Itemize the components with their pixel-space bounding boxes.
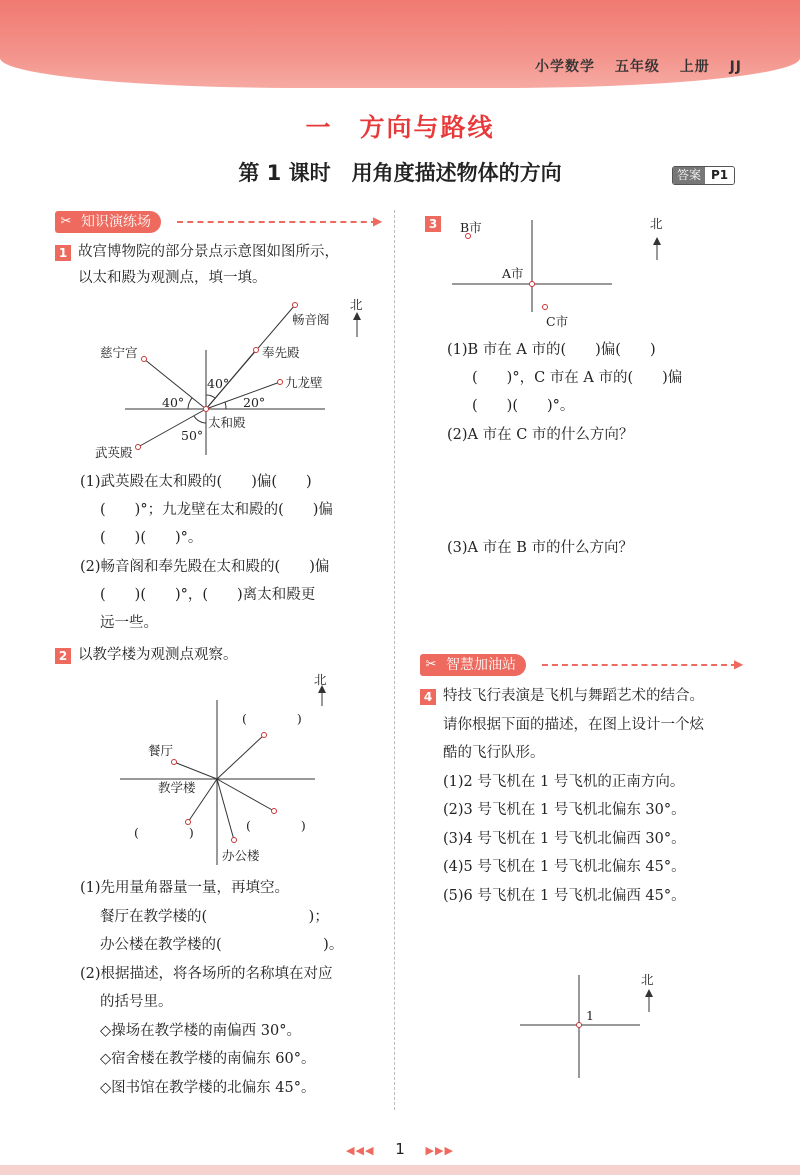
section-header-challenge: [420, 654, 750, 676]
q4-stem-line: 酷的飞行队形。: [443, 745, 545, 761]
q2-sub-line: 办公楼在教学楼的( )。: [100, 937, 344, 953]
q1-stem-line-2: 以太和殿为观测点，填一填。: [78, 270, 267, 286]
q4-item: (1)2 号飞机在 1 号飞机的正南方向。: [443, 774, 685, 790]
answer-reference[interactable]: [672, 166, 735, 185]
q2-point-office: [232, 838, 237, 843]
q4-item: (3)4 号飞机在 1 号飞机北偏西 30°。: [443, 831, 686, 847]
answer-page: P1: [705, 167, 734, 184]
q2-ray-office: [217, 779, 234, 840]
q4-plane-1-point: [577, 1023, 582, 1028]
q3-label-c: C市: [546, 314, 569, 329]
q1-label-changyinge: 畅音阁: [292, 312, 330, 327]
q2-sub-line: (1)先用量角器量一量，再填空。: [80, 880, 290, 896]
q1-point-fengxiandian: [254, 348, 259, 353]
q1-direction-diagram: [80, 295, 380, 465]
q1-point-changyinge: [293, 303, 298, 308]
q4-item: (5)6 号飞机在 1 号飞机北偏西 45°。: [443, 888, 686, 904]
arrow-icon: ▶: [373, 214, 383, 228]
section-title-practice: 知识演练场: [55, 211, 161, 233]
q3-label-a: A市: [502, 266, 524, 281]
q2-sub-line: ◇宿舍楼在教学楼的南偏东 60°。: [100, 1051, 316, 1067]
question-number-3: 3: [425, 216, 441, 232]
q2-direction-diagram: [110, 670, 340, 870]
arrow-icon: ▶: [734, 657, 744, 671]
q2-ray-canteen: [174, 762, 217, 779]
q3-sub-line: ( )( )°。: [472, 398, 575, 414]
q4-item: (4)5 号飞机在 1 号飞机北偏东 45°。: [443, 859, 686, 875]
north-arrow-icon: [353, 312, 361, 320]
series-volume: 上册: [679, 59, 710, 75]
q3-direction-diagram: [450, 212, 680, 332]
q1-point-jiulongbi: [278, 380, 283, 385]
q1-point-cininggong: [142, 357, 147, 362]
q2-sub-line: 的括号里。: [100, 994, 173, 1010]
q3-sub-line: (2)A 市在 C 市的什么方向？: [447, 427, 634, 443]
q2-sub-line: (2)根据描述，将各场所的名称填在对应: [80, 966, 333, 982]
q1-stem-line-1: 故宫博物院的部分景点示意图如图所示，: [78, 244, 339, 260]
q1-label-wuyingdian: 武英殿: [95, 445, 133, 460]
q2-blank[interactable]: ( ): [134, 825, 194, 840]
q1-sub-line: ( )( )°。: [100, 530, 203, 546]
q1-angle-arc: [194, 416, 206, 423]
q3-sub-line: ( )°，C 市在 A 市的( )偏: [472, 370, 683, 386]
q2-label-center: 教学楼: [158, 780, 196, 795]
q1-angle-arc: [206, 395, 215, 398]
q4-north-label: 北: [641, 972, 654, 987]
series-grade: 五年级: [614, 59, 660, 75]
q4-stem-line: 请你根据下面的描述，在图上设计一个炫: [443, 717, 704, 733]
q1-angle-arc: [188, 398, 192, 409]
north-arrow-icon: [653, 237, 661, 245]
next-arrows-icon: ▶▶▶: [425, 1144, 454, 1157]
q2-point: [186, 820, 191, 825]
series-subject: 小学数学: [534, 59, 595, 75]
q1-north-label: 北: [350, 297, 363, 312]
q1-point-wuyingdian: [136, 445, 141, 450]
page-number: 1: [395, 1140, 405, 1158]
dashed-line: [542, 664, 737, 666]
answer-label: 答案: [673, 167, 705, 184]
q2-sub-line: ◇图书馆在教学楼的北偏东 45°。: [100, 1080, 316, 1096]
dashed-line: [177, 221, 377, 223]
q2-blank[interactable]: ( ): [246, 818, 306, 833]
q4-origin-label: 1: [586, 1008, 594, 1023]
q1-sub-line: ( )°；九龙壁在太和殿的( )偏: [100, 502, 333, 518]
lightning-icon: ✂: [60, 214, 72, 229]
q2-stem: 以教学楼为观测点观察。: [78, 647, 238, 663]
series-edition: JJ: [729, 59, 742, 75]
q3-point-a: [530, 282, 535, 287]
q1-sub-line: (1)武英殿在太和殿的( )偏( ): [80, 474, 312, 490]
question-number-1: 1: [55, 245, 71, 261]
question-number-2: 2: [55, 648, 71, 664]
page-footer: [0, 1140, 800, 1158]
q2-point: [272, 809, 277, 814]
q1-angle-label: 40°: [162, 395, 185, 410]
lightning-icon: ✂: [425, 657, 437, 672]
q1-point-taihedian: [204, 407, 209, 412]
q1-label-jiulongbi: 九龙壁: [285, 375, 323, 390]
q1-angle-label: 50°: [181, 428, 204, 443]
q1-angle-label: 20°: [243, 395, 266, 410]
q4-formation-diagram[interactable]: [515, 970, 675, 1085]
q1-angle-label: 40°: [207, 376, 230, 391]
q2-north-label: 北: [314, 672, 327, 687]
column-divider: [394, 210, 395, 1110]
q3-point-c: [543, 305, 548, 310]
q3-sub-line: (1)B 市在 A 市的( )偏( ): [447, 342, 656, 358]
bottom-edge: [0, 1165, 800, 1175]
series-label: [521, 56, 742, 76]
q3-label-b: B市: [460, 220, 482, 235]
lesson-title: 第 1 课时 用角度描述物体的方向: [238, 161, 562, 185]
q1-sub-line: 远一些。: [100, 615, 158, 631]
q4-item: (2)3 号飞机在 1 号飞机北偏东 30°。: [443, 802, 686, 818]
q2-label-office: 办公楼: [222, 848, 260, 863]
q1-sub-line: ( )( )°，( )离太和殿更: [100, 587, 316, 603]
q2-point-canteen: [172, 760, 177, 765]
q2-blank[interactable]: ( ): [242, 711, 302, 726]
section-header-practice: [55, 211, 385, 233]
q3-sub-line: (3)A 市在 B 市的什么方向？: [447, 540, 633, 556]
q2-sub-line: 餐厅在教学楼的( )；: [100, 909, 329, 925]
q2-label-canteen: 餐厅: [148, 743, 174, 758]
prev-arrows-icon: ◀◀◀: [346, 1144, 375, 1157]
q2-sub-line: ◇操场在教学楼的南偏西 30°。: [100, 1023, 301, 1039]
q1-label-taihedian: 太和殿: [208, 415, 246, 430]
q1-label-cininggong: 慈宁宫: [100, 345, 138, 360]
q1-sub-line: (2)畅音阁和奉先殿在太和殿的( )偏: [80, 559, 330, 575]
unit-title: 一 方向与路线: [305, 113, 495, 142]
q4-stem-line: 特技飞行表演是飞机与舞蹈艺术的结合。: [443, 688, 704, 704]
q1-angle-arc: [225, 402, 226, 409]
q2-ray: [217, 735, 264, 779]
section-title-challenge: 智慧加油站: [420, 654, 526, 676]
q1-label-fengxiandian: 奉先殿: [262, 345, 300, 360]
q2-point: [262, 733, 267, 738]
q3-north-label: 北: [650, 216, 663, 231]
north-arrow-icon: [645, 989, 653, 997]
q2-ray: [217, 779, 274, 811]
question-number-4: 4: [420, 689, 436, 705]
